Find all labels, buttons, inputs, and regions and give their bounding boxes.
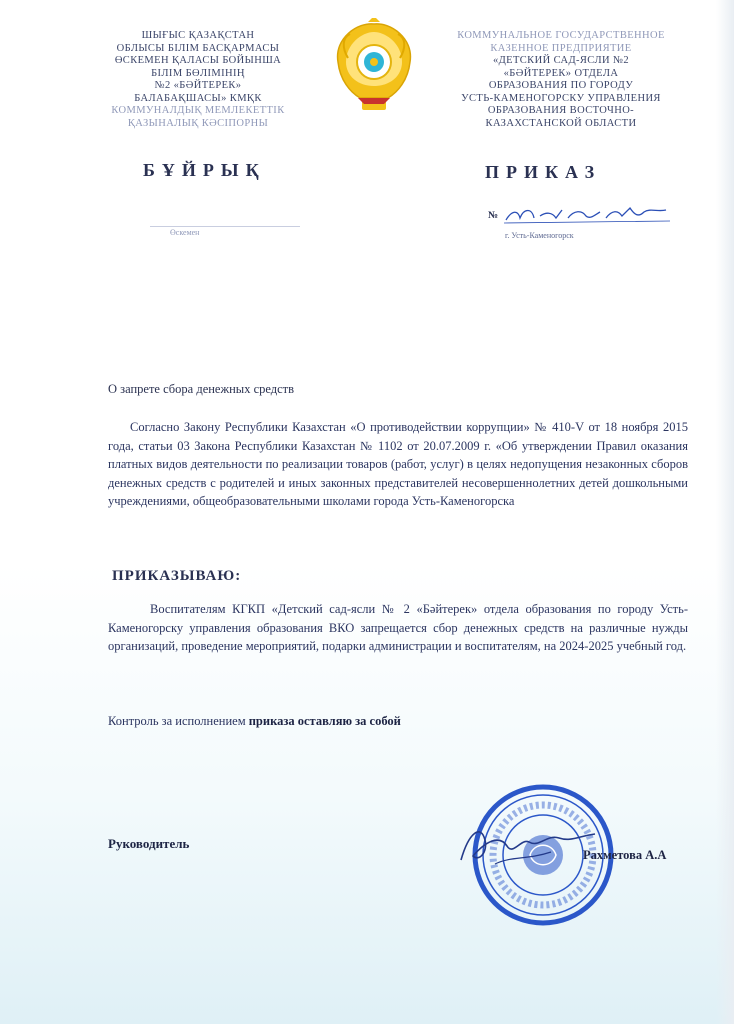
header-right-line: КАЗАХСТАНСКОЙ ОБЛАСТИ (485, 117, 637, 129)
header-left-line: КОММУНАЛДЫҚ МЕМЛЕКЕТТІК (111, 105, 285, 116)
signatory-name: Рахметова А.А (583, 848, 667, 862)
header-right-line: ОБРАЗОВАНИЯ ПО ГОРОДУ (488, 80, 634, 91)
header-left-line: ОБЛЫСЫ БІЛІМ БАСҚАРМАСЫ (116, 42, 280, 54)
header-right-org (420, 30, 702, 130)
header-left-line: ҚАЗЫНАЛЫҚ КӘСІПОРНЫ (127, 117, 269, 129)
header-left-line: ШЫҒЫС ҚАЗАҚСТАН (141, 30, 255, 41)
date-line-kz (150, 226, 300, 227)
control-text-part2: приказа оставляю за собой (248, 714, 401, 728)
header-right-line: УСТЬ-КАМЕНОГОРСКУ УПРАВЛЕНИЯ (461, 92, 661, 104)
order-subject: О запрете сбора денежных средств (108, 382, 295, 396)
state-emblem-icon (328, 18, 420, 120)
header-left-line: БАЛАБАҚШАСЫ» КМҚК (134, 92, 262, 104)
document-title-ru: ПРИКАЗ (485, 162, 602, 182)
order-number-row (488, 204, 688, 226)
order-number-label: № (488, 210, 499, 221)
header-left-org (82, 30, 314, 130)
header-right-line: ОБРАЗОВАНИЯ ВОСТОЧНО- (487, 105, 635, 116)
header-left-line: ӨСКЕМЕН ҚАЛАСЫ БОЙЫНША (114, 55, 282, 66)
page-edge-shadow (716, 0, 734, 1024)
city-ru: г. Усть-Каменогорск (505, 231, 574, 240)
handwritten-signature-icon (455, 812, 605, 874)
header-left-line: №2 «БӘЙТЕРЕК» (154, 80, 242, 91)
control-paragraph (108, 714, 401, 729)
control-text-part1: Контроль за исполнением (108, 714, 249, 728)
city-kz: Өскемен (170, 228, 200, 237)
header-right-line: КОММУНАЛЬНОЕ ГОСУДАРСТВЕННОЕ (457, 30, 665, 41)
handwritten-number-icon (502, 204, 672, 226)
header-right-line: «БӘЙТЕРЕК» ОТДЕЛА (503, 67, 619, 79)
header-right-line: «ДЕТСКИЙ САД-ЯСЛИ №2 (492, 55, 630, 66)
header-left-line: БІЛІМ БӨЛІМІНІҢ (151, 67, 245, 79)
preamble-paragraph: Согласно Закону Республики Казахстан «О противодействии коррупции» № 410-V от 18 ноября 2015 года, статьи 03 Закона Республики Казахстан № 1102 от 20.07.2009 г. «Об утверждении Правил оказания платных видов деятельности по реализации товаров (работ, услуг) в целях недопущения незаконных сборов денежных средств с родителей и иных законных представителей несовершеннолетних детей дошкольными учреждениями, общеобразовательными школами города Усть-Каменогорска (108, 420, 688, 509)
header-right-line: КАЗЕННОЕ ПРЕДПРИЯТИЕ (490, 42, 632, 54)
directive-paragraph: Воспитателям КГКП «Детский сад-ясли № 2 «Бәйтерек» отдела образования по городу Усть-Каменогорску управления образования ВКО запрещается сбор денежных средств на различные нужды организаций, проведение мероприятий, подарки администрации и воспитателям, на 2024-2025 учебный год. (108, 602, 688, 654)
order-directive-heading: ПРИКАЗЫВАЮ: (112, 568, 242, 584)
document-title-kz: БҰЙРЫҚ (143, 160, 266, 180)
signatory-title: Руководитель (108, 836, 190, 851)
